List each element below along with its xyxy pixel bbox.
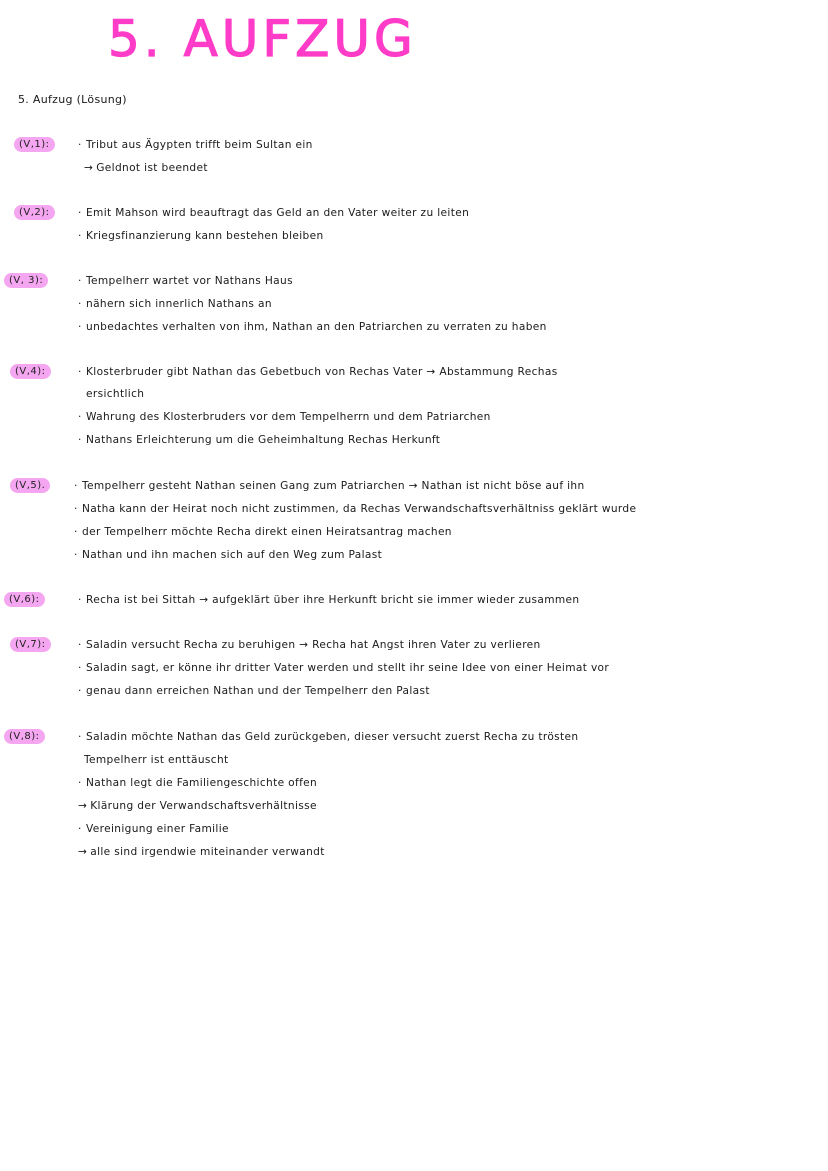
note-text: der Tempelherr möchte Recha direkt einen Heiratsantrag machen	[82, 526, 452, 538]
note-text: Emit Mahson wird beauftragt das Geld an den Vater weiter zu leiten	[86, 207, 470, 219]
section-label-badge: (V, 3):	[4, 273, 48, 288]
section-label-badge: (V,5).	[10, 478, 50, 493]
bullet-icon: ·	[78, 662, 82, 674]
note-text: Tribut aus Ägypten trifft beim Sultan ein	[86, 139, 313, 151]
note-line	[74, 480, 585, 492]
note-line	[74, 503, 636, 515]
note-line	[78, 230, 324, 242]
note-line	[78, 662, 609, 674]
note-line	[78, 275, 293, 287]
note-text: Nathans Erleichterung um die Geheimhaltung Rechas Herkunft	[86, 434, 441, 446]
note-line	[78, 685, 430, 697]
note-line	[78, 434, 440, 446]
note-line	[78, 411, 491, 423]
bullet-icon: ·	[78, 298, 82, 310]
section-label-badge: (V,8):	[4, 729, 45, 744]
bullet-icon: ·	[78, 594, 82, 606]
note-text: Saladin möchte Nathan das Geld zurückgeben, dieser versucht zuerst Recha zu trösten	[86, 731, 579, 743]
bullet-icon: ·	[78, 207, 82, 219]
note-text: unbedachtes verhalten von ihm, Nathan an den Patriarchen zu verraten zu haben	[86, 321, 547, 333]
bullet-icon: ·	[78, 731, 82, 743]
bullet-icon: ·	[78, 823, 82, 835]
section-label-badge: (V,7):	[10, 637, 51, 652]
arrow-icon: →	[78, 846, 88, 858]
arrow-icon: →	[78, 800, 88, 812]
note-text: Tempelherr gesteht Nathan seinen Gang zum Patriarchen → Nathan ist nicht böse auf ihn	[82, 480, 585, 492]
bullet-icon: ·	[78, 230, 82, 242]
subtitle: 5. Aufzug (Lösung)	[18, 93, 127, 106]
note-text: Nathan und ihn machen sich auf den Weg zum Palast	[82, 549, 383, 561]
bullet-icon: ·	[74, 503, 78, 515]
note-line	[74, 526, 452, 538]
note-line	[86, 388, 144, 400]
note-text: Wahrung des Klosterbruders vor dem Tempelherrn und dem Patriarchen	[86, 411, 491, 423]
arrow-icon: →	[84, 162, 94, 174]
section-label-badge: (V,6):	[4, 592, 45, 607]
note-line	[78, 731, 578, 743]
note-text: Kriegsfinanzierung kann bestehen bleiben	[86, 230, 324, 242]
bullet-icon: ·	[74, 480, 78, 492]
bullet-icon: ·	[74, 549, 78, 561]
bullet-icon: ·	[78, 434, 82, 446]
note-text: Klosterbruder gibt Nathan das Gebetbuch von Rechas Vater → Abstammung Rechas	[86, 366, 558, 378]
bullet-icon: ·	[78, 139, 82, 151]
note-line	[78, 594, 580, 606]
note-line	[78, 298, 272, 310]
section-label-badge: (V,4):	[10, 364, 51, 379]
note-line	[78, 800, 317, 812]
bullet-icon: ·	[78, 685, 82, 697]
page-title: 5. AUFZUG	[108, 10, 417, 68]
bullet-icon: ·	[74, 526, 78, 538]
note-text: Klärung der Verwandschaftsverhältnisse	[90, 800, 317, 812]
note-text: Saladin sagt, er könne ihr dritter Vater werden und stellt ihr seine Idee von einer Heimat vor	[86, 662, 610, 674]
note-line	[74, 549, 382, 561]
note-text: Natha kann der Heirat noch nicht zustimmen, da Rechas Verwandschaftsverhältniss geklärt wurde	[82, 503, 637, 515]
note-line	[78, 823, 229, 835]
note-line	[78, 321, 547, 333]
note-text: alle sind irgendwie miteinander verwandt	[90, 846, 325, 858]
note-line	[78, 207, 469, 219]
note-line	[78, 846, 325, 858]
note-line	[78, 366, 558, 378]
note-text: ersichtlich	[86, 388, 145, 400]
note-line	[84, 754, 229, 766]
bullet-icon: ·	[78, 366, 82, 378]
note-text: Saladin versucht Recha zu beruhigen → Recha hat Angst ihren Vater zu verlieren	[86, 639, 541, 651]
note-text: Tempelherr ist enttäuscht	[84, 754, 229, 766]
note-line	[78, 139, 313, 151]
bullet-icon: ·	[78, 639, 82, 651]
note-line	[78, 777, 317, 789]
note-text: Recha ist bei Sittah → aufgeklärt über ihre Herkunft bricht sie immer wieder zusammen	[86, 594, 580, 606]
note-text: Geldnot ist beendet	[96, 162, 208, 174]
bullet-icon: ·	[78, 777, 82, 789]
note-text: Nathan legt die Familiengeschichte offen	[86, 777, 318, 789]
section-label-badge: (V,2):	[14, 205, 55, 220]
note-text: Tempelherr wartet vor Nathans Haus	[86, 275, 293, 287]
note-line	[84, 162, 208, 174]
note-line	[78, 639, 541, 651]
note-text: nähern sich innerlich Nathans an	[86, 298, 272, 310]
section-label-badge: (V,1):	[14, 137, 55, 152]
bullet-icon: ·	[78, 411, 82, 423]
bullet-icon: ·	[78, 275, 82, 287]
note-text: genau dann erreichen Nathan und der Tempelherr den Palast	[86, 685, 430, 697]
note-text: Vereinigung einer Familie	[86, 823, 229, 835]
bullet-icon: ·	[78, 321, 82, 333]
